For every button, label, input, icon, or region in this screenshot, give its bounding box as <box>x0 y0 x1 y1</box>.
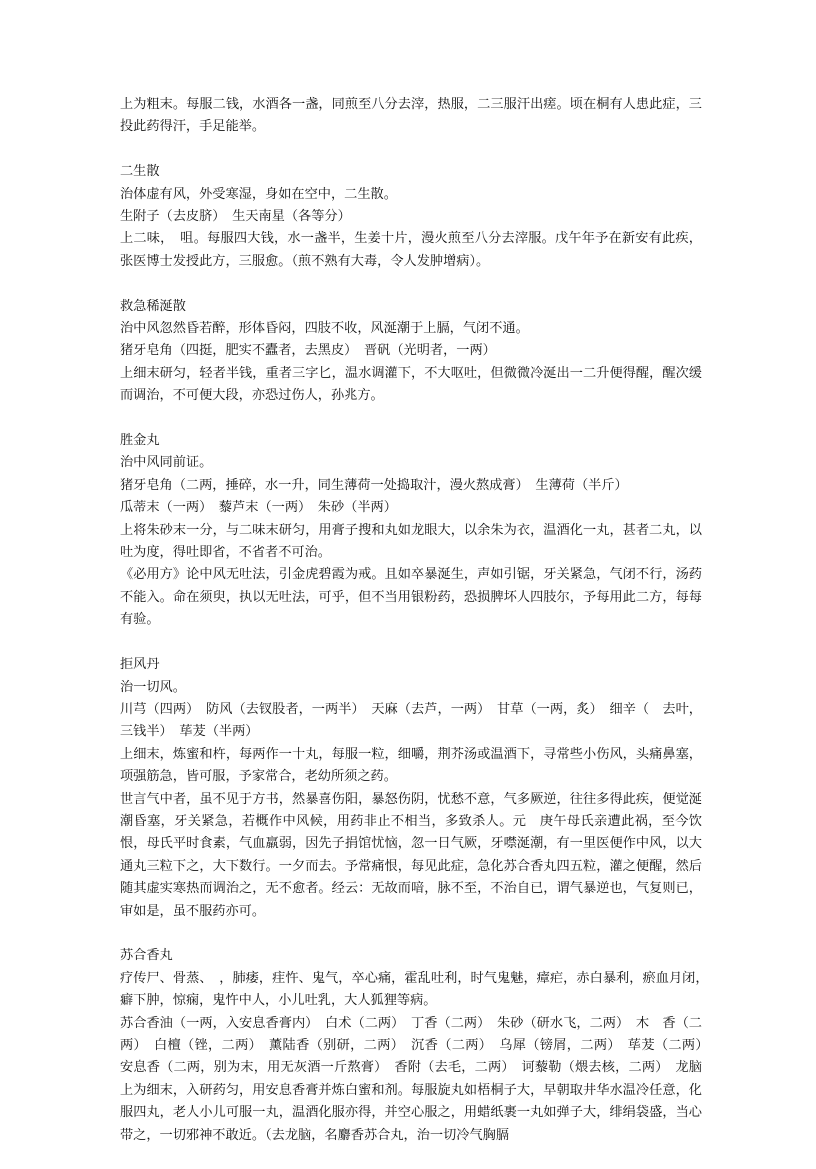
intro-paragraph: 上为粗末。每服二钱，水酒各一盏，同煎至八分去滓，热服，二三服汗出瘥。顷在桐有人患此症，三投此药得汗，手足能举。 <box>120 97 702 135</box>
paragraph: 治中风忽然昏若醉，形体昏闷，四肢不收，风涎潮于上膈，气闭不通。 <box>120 321 529 337</box>
section-title: 苏合香丸 <box>120 948 173 964</box>
section-title: 二生散 <box>120 164 160 180</box>
paragraph: 猪牙皂角（四挺，肥实不蠹者，去黑皮） 晋矾（光明者，一两） <box>120 343 496 359</box>
document-page <box>120 94 716 1169</box>
intro-section <box>120 94 702 139</box>
paragraph: 《必用方》论中风无吐法，引金虎碧霞为戒。且如卒暴涎生，声如引锯，牙关紧急，气闭不行，汤药不能入。命在须臾，执以无吐法，可乎，但不当用银粉药，恐损脾坏人四肢尔，予每用此二方，每每有验。 <box>120 567 702 628</box>
paragraph: 治一切风。 <box>120 679 186 695</box>
section-title: 救急稀涎散 <box>120 298 186 314</box>
paragraph: 上细末研匀，轻者半钱，重者三字匕，温水调灌下，不大呕吐，但微微冷涎出一二升便得醒，醒次缓而调治，不可便大段，亦恐过伤人，孙兆方。 <box>120 365 702 404</box>
paragraph: 疗传尸、骨蒸、 ，肺痿，疰忤、鬼气，卒心痛，霍乱吐利，时气鬼魅，瘴疟，赤白暴利，瘀血月闭， 癖下肿，惊痫，鬼忤中人，小儿吐乳，大人狐狸等病。 <box>120 970 716 1009</box>
paragraph: 上将朱砂末一分，与二味末研匀，用膏子搜和丸如龙眼大，以余朱为衣，温酒化一丸，甚者二丸，以吐为度，得吐即省，不省者不可治。 <box>120 522 702 561</box>
section-su-he-xiang-wan <box>120 945 716 1147</box>
paragraph: 上细末，炼蜜和杵，每两作一十丸，每服一粒，细嚼，荆芥汤或温酒下，寻常些小伤风，头痛鼻塞，项强筋急，皆可服，予家常合，老幼所须之药。 <box>120 746 702 785</box>
section-ju-feng-dan <box>120 654 702 923</box>
paragraph: 苏合香油（一两，入安息香膏内） 白术（二两） 丁香（二两） 朱砂（研水飞，二两） 木 香（二两） 白檀（锉，二两） 薰陆香（别研，二两） 沉香（二两） 乌犀（镑屑，二两） 荜茇（二两） 安息香（二两，别为末，用无灰酒一斤熬膏） 香附（去毛，二两） 诃藜勒（煨去核，二两） 龙脑 上为细末，入研药匀，用安息香膏并炼白蜜和剂。每服旋丸如梧桐子大，早朝取井华水温冷任意，化服四丸，老人小儿可服一丸，温酒化服亦得，并空心服之，用蜡纸裹一丸如弹子大，绯绢袋盛，当心带之，一切邪神不敢近。（去龙脑，名麝香苏合丸，治一切冷气胸膈 <box>120 1015 716 1143</box>
paragraph: 生附子（去皮脐） 生天南星（各等分） <box>120 209 351 225</box>
paragraph: 川芎（四两） 防风（去钗股者，一两半） 天麻（去芦，一两） 甘草（一两，炙） 细辛（ 去叶，三钱半） 荜茇（半两） <box>120 701 702 740</box>
paragraph: 上二味， 咀。每服四大钱，水一盏半，生姜十片，漫火煎至八分去滓服。戊午年予在新安有此疾，张医博士发授此方，三服愈。（煎不熟有大毒，令人发肿增病）。 <box>120 231 702 269</box>
section-title: 胜金丸 <box>120 433 160 449</box>
section-jiu-ji-xi-xian-san <box>120 296 702 408</box>
paragraph: 瓜蒂末（一两） 藜芦末（一两） 朱砂（半两） <box>120 500 397 516</box>
paragraph: 猪牙皂角（二两，捶碎，水一升，同生薄荷一处捣取汁，漫火熬成膏） 生薄荷（半斤） <box>120 477 628 493</box>
section-sheng-jin-wan <box>120 430 702 632</box>
paragraph: 治体虚有风，外受寒湿，身如在空中，二生散。 <box>120 186 397 202</box>
paragraph: 世言气中者，虽不见于方书，然暴喜伤阳，暴怒伤阴，忧愁不意，气多厥逆，往往多得此疾，便觉涎潮昏塞，牙关紧急，若概作中风候，用药非止不相当，多致杀人。元 庚午母氏亲遭此祸，至今饮恨，母氏平时食素，气血羸弱，因先子捐馆忧恼，忽一日气厥，牙噤涎潮，有一里医便作中风，以大通丸三粒下之，大下数行。一夕而去。予常痛恨，每见此症，急化苏合香丸四五粒，灌之便醒，然后随其虚实寒热而调治之，无不愈者。经云：无故而喑，脉不至，不治自已，谓气暴逆也，气复则已，审如是，虽不服药亦可。 <box>120 791 702 919</box>
paragraph: 治中风同前证。 <box>120 455 213 471</box>
section-title: 拒风丹 <box>120 657 160 673</box>
section-er-sheng-san <box>120 161 702 273</box>
